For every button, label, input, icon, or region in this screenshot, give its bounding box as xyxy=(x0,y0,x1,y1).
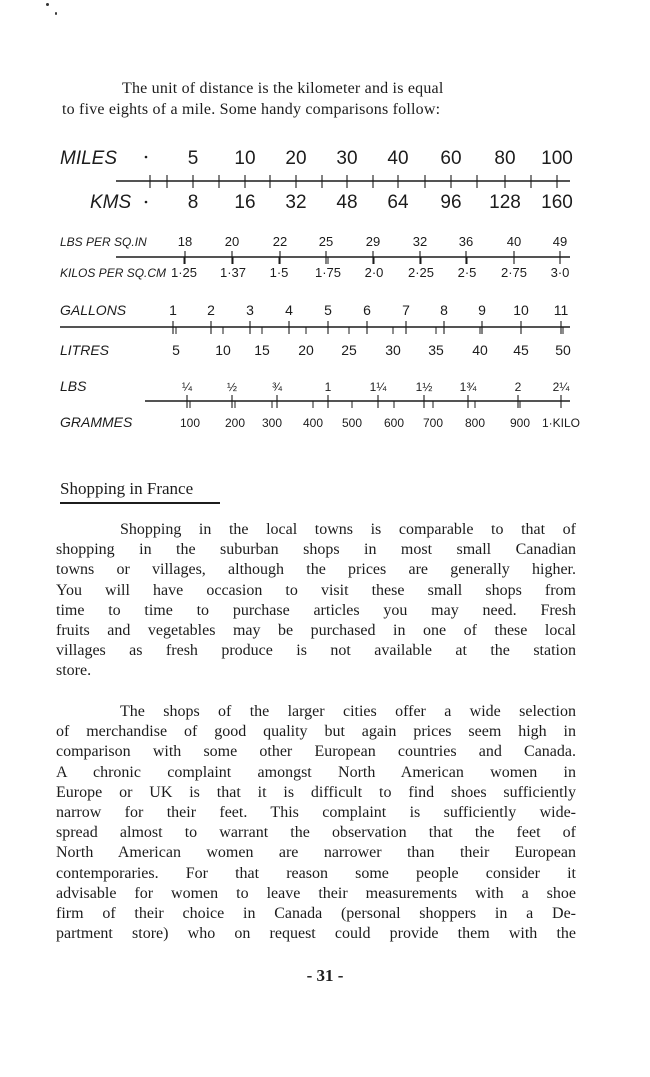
scale-value-bottom: 1·KILO xyxy=(541,416,581,430)
scale-value-top: 2¼ xyxy=(552,380,570,394)
scale-label-top: GALLONS xyxy=(60,302,127,318)
bullet-dot xyxy=(145,156,148,159)
text-line: comparison with some other European countries and Canada. xyxy=(56,743,576,761)
scale-value-bottom: 700 xyxy=(422,416,444,430)
scale-value-bottom: 15 xyxy=(254,342,270,358)
scale-value-top: 1½ xyxy=(415,380,433,394)
scale-value-bottom: 128 xyxy=(489,192,521,213)
scale-value-top: 2 xyxy=(514,380,522,394)
text-line: store. xyxy=(56,662,92,680)
scale-value-bottom: 160 xyxy=(541,192,573,213)
bullet-dot xyxy=(145,201,148,204)
scale-value-bottom: 16 xyxy=(234,192,256,213)
scale-value-bottom: 45 xyxy=(513,342,529,358)
scale-label-bottom: GRAMMES xyxy=(60,414,133,430)
scale-value-top: 1 xyxy=(169,302,177,318)
scale-value-top: ¾ xyxy=(271,380,283,394)
scale-value-top: 25 xyxy=(318,234,334,249)
scale-value-bottom: 2·25 xyxy=(407,265,435,280)
text-line: advisable for women to leave their measurements with a shoe xyxy=(56,884,576,902)
scale-value-bottom: 64 xyxy=(387,192,409,213)
scale-label-bottom: KILOS PER SQ.CM xyxy=(60,266,167,280)
scale-value-top: 29 xyxy=(365,234,381,249)
text-line: partment store) who on request could provide them with the xyxy=(56,925,576,943)
scale-value-bottom: 100 xyxy=(179,416,201,430)
text-line: shopping in the suburban shops in most small Canadian xyxy=(56,541,576,559)
text-line: Shopping in the local towns is comparable to that of xyxy=(120,521,576,538)
text-line: towns or villages, although the prices are generally higher. xyxy=(56,561,576,579)
text-line: narrow for their feet. This complaint is sufficiently wide- xyxy=(56,804,576,822)
scale-value-top: 40 xyxy=(506,234,522,249)
scale-value-bottom: 1·75 xyxy=(314,265,342,280)
scale-value-bottom: 40 xyxy=(472,342,488,358)
scale-value-bottom: 20 xyxy=(298,342,314,358)
scale-value-top: 20 xyxy=(224,234,240,249)
scale-value-bottom: 5 xyxy=(172,342,180,358)
scale-value-bottom: 600 xyxy=(383,416,405,430)
scale-value-top: 8 xyxy=(440,302,448,318)
scale-value-top: 40 xyxy=(387,148,409,169)
scale-value-top: 3 xyxy=(246,302,254,318)
scale-value-top: 49 xyxy=(552,234,568,249)
scale-value-bottom: 3·0 xyxy=(550,265,570,280)
scale-value-bottom: 2·75 xyxy=(500,265,528,280)
scale-value-bottom: 1·5 xyxy=(269,265,289,280)
scale-value-top: ½ xyxy=(226,380,238,394)
scale-value-bottom: 10 xyxy=(215,342,231,358)
text-line: villages as fresh produce is not available at the station xyxy=(56,642,576,660)
scale-value-bottom: 48 xyxy=(336,192,358,213)
scale-value-bottom: 800 xyxy=(464,416,486,430)
scale-value-bottom: 400 xyxy=(302,416,324,430)
text-line: The shops of the larger cities offer a wide selection xyxy=(120,703,576,720)
intro-line-1: The unit of distance is the kilometer and is equal xyxy=(122,80,444,97)
text-line: firm of their choice in Canada (personal shoppers in a De- xyxy=(56,905,576,923)
section-heading: Shopping in France xyxy=(60,479,194,498)
scale-value-top: 60 xyxy=(440,148,462,169)
text-line: contemporaries. For that reason some people consider it xyxy=(56,864,576,882)
scale-value-top: 1¼ xyxy=(369,380,387,394)
scale-value-bottom: 1·37 xyxy=(219,265,247,280)
scale-value-top: 2 xyxy=(207,302,215,318)
text-line: spread almost to warrant the observation that the feet of xyxy=(56,824,576,842)
scale-value-top: 100 xyxy=(541,148,573,169)
page-number: - 31 - xyxy=(306,966,344,985)
scale-value-top: 30 xyxy=(336,148,358,169)
scale-value-top: 5 xyxy=(187,148,199,169)
paragraph-city-shops xyxy=(56,702,576,944)
scale-value-top: 10 xyxy=(513,302,529,318)
paragraph-local-shopping xyxy=(56,520,576,682)
text-line: time to time to purchase articles you may need. Fresh xyxy=(56,601,576,619)
scale-label-top: LBS xyxy=(60,378,87,394)
scale-label-bottom: LITRES xyxy=(60,342,110,358)
scale-value-top: 36 xyxy=(458,234,474,249)
scale-value-bottom: 32 xyxy=(285,192,307,213)
intro-line-2: to five eights of a mile. Some handy comparisons follow: xyxy=(62,101,441,118)
scale-value-top: 80 xyxy=(494,148,516,169)
scale-value-bottom: 1·25 xyxy=(170,265,198,280)
scale-value-bottom: 25 xyxy=(341,342,357,358)
scale-label-top: LBS PER SQ.IN xyxy=(60,235,147,249)
scale-value-bottom: 96 xyxy=(440,192,462,213)
scale-value-top: 7 xyxy=(402,302,410,318)
scale-value-top: 5 xyxy=(324,302,332,318)
text-line: A chronic complaint amongst North American women in xyxy=(56,763,576,781)
text-line: North American women are narrower than their European xyxy=(56,844,576,862)
scale-value-bottom: 30 xyxy=(385,342,401,358)
scale-value-top: 20 xyxy=(285,148,307,169)
scale-value-bottom: 300 xyxy=(261,416,283,430)
scale-value-top: 6 xyxy=(363,302,371,318)
scale-value-top: 11 xyxy=(553,302,569,318)
scale-value-bottom: 500 xyxy=(341,416,363,430)
scale-value-top: 1¾ xyxy=(459,380,477,394)
conversion-scales xyxy=(0,0,650,470)
scale-value-top: 9 xyxy=(478,302,486,318)
text-line: Europe or UK is that it is difficult to find shoes sufficiently xyxy=(56,783,576,801)
scale-value-top: 4 xyxy=(285,302,293,318)
scale-value-top: 18 xyxy=(177,234,193,249)
scale-value-top: 22 xyxy=(272,234,288,249)
text-line: fruits and vegetables may be purchased in one of these local xyxy=(56,622,576,640)
scale-label-bottom: KMS xyxy=(90,192,132,213)
scale-label-top: MILES xyxy=(60,148,118,169)
text-line: You will have occasion to visit these small shops from xyxy=(56,581,576,599)
scale-value-bottom: 200 xyxy=(224,416,246,430)
scale-value-top: 32 xyxy=(412,234,428,249)
scale-value-bottom: 900 xyxy=(509,416,531,430)
scale-value-top: 10 xyxy=(234,148,256,169)
scale-value-top: ¼ xyxy=(181,380,193,394)
scale-value-bottom: 2·0 xyxy=(364,265,384,280)
heading-underline xyxy=(60,502,220,504)
scale-value-bottom: 2·5 xyxy=(457,265,477,280)
scale-value-bottom: 8 xyxy=(187,192,199,213)
scale-value-bottom: 50 xyxy=(555,342,571,358)
text-line: of merchandise of good quality but again prices seem high in xyxy=(56,723,576,741)
scale-value-bottom: 35 xyxy=(428,342,444,358)
scale-value-top: 1 xyxy=(324,380,332,394)
